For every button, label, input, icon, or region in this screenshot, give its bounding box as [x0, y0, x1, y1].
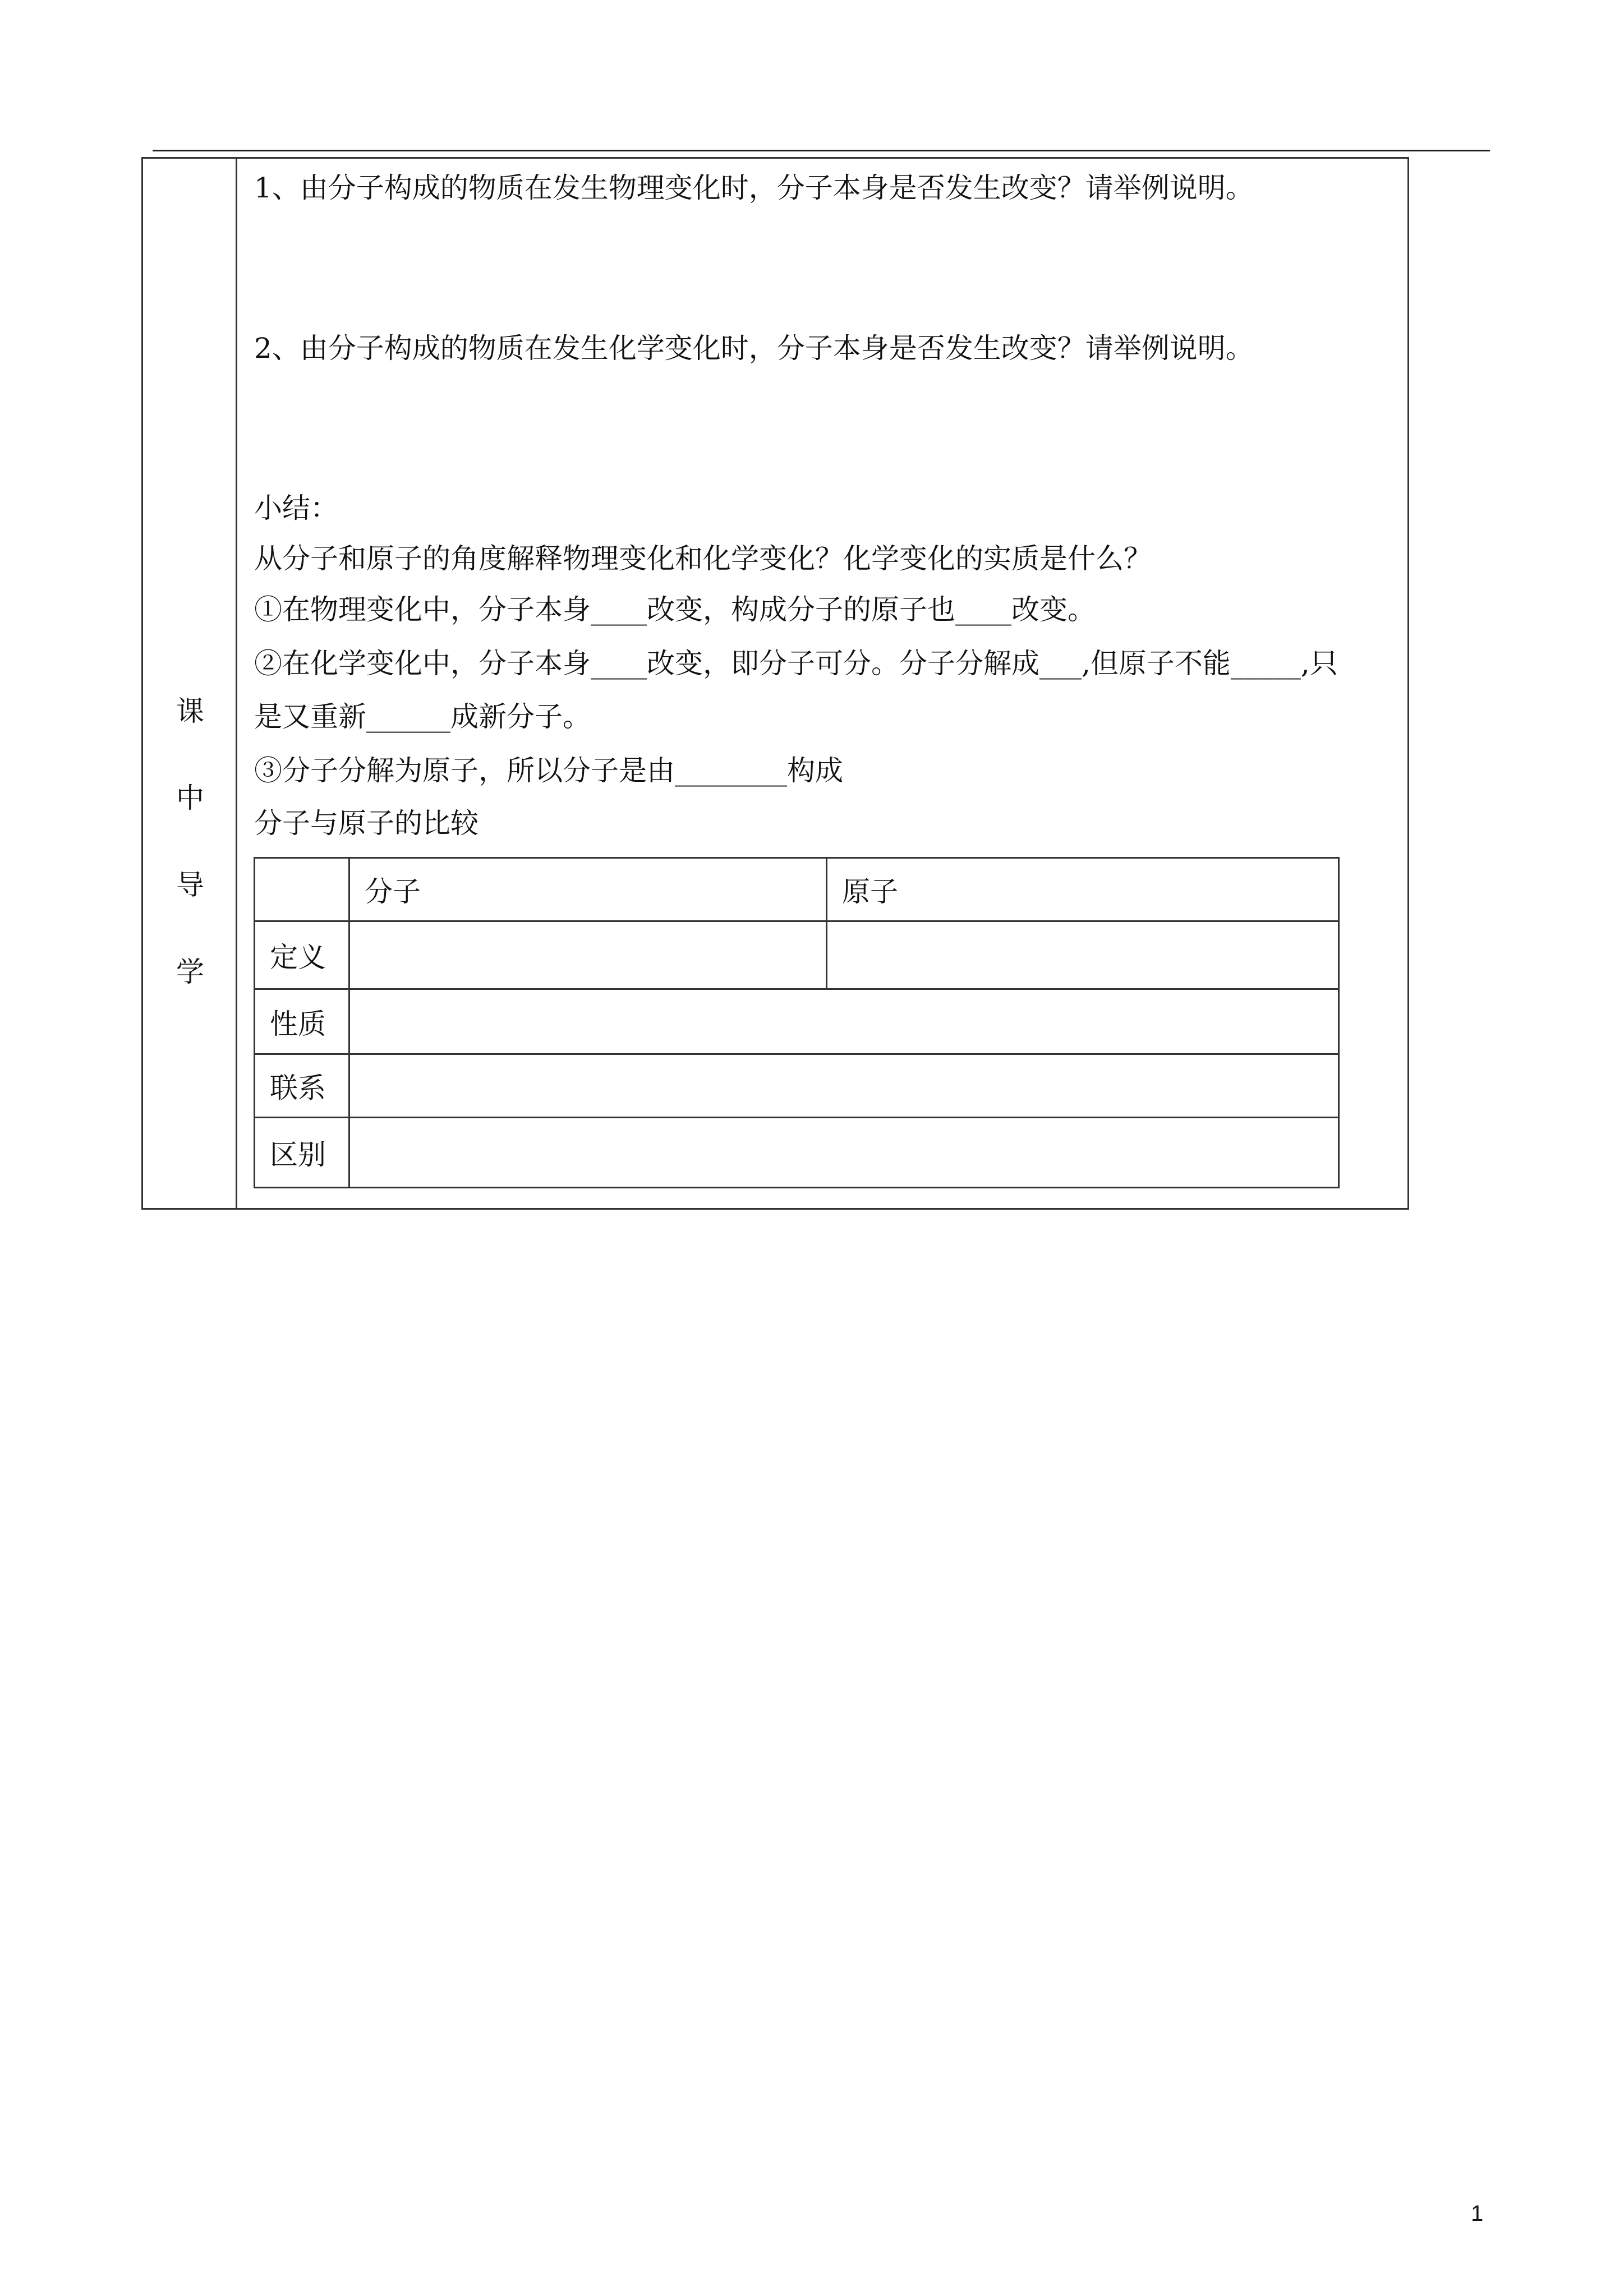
connection-cell[interactable]: [349, 1054, 1339, 1118]
table-row: [255, 858, 1339, 921]
definition-atom-cell[interactable]: [827, 921, 1339, 989]
table-row: [255, 1118, 1339, 1188]
side-label-char: 中: [176, 782, 204, 814]
summary-item-3: ③分子分解为原子，所以分子是由________构成: [254, 754, 843, 787]
header-rule: [153, 150, 1490, 151]
page-number: 1: [1471, 2201, 1484, 2226]
summary-item-1: ①在物理变化中，分子本身____改变，构成分子的原子也____改变。: [254, 593, 1096, 626]
row-label-definition: 定义: [255, 921, 349, 989]
side-label-column: [143, 159, 237, 1208]
side-label-char: 课: [176, 695, 204, 727]
corner-cell: [255, 858, 349, 921]
side-label-char: 导: [176, 869, 204, 901]
summary-item-2-cont: 是又重新______成新分子。: [254, 700, 591, 733]
question-1: 1、由分子构成的物质在发生物理变化时，分子本身是否发生改变？请举例说明。: [254, 172, 1254, 204]
question-2: 2、由分子构成的物质在发生化学变化时，分子本身是否发生改变？请举例说明。: [254, 332, 1254, 365]
properties-cell[interactable]: [349, 989, 1339, 1054]
definition-molecule-cell[interactable]: [349, 921, 827, 989]
summary-prompt: 从分子和原子的角度解释物理变化和化学变化？化学变化的实质是什么？: [254, 542, 1152, 575]
difference-cell[interactable]: [349, 1118, 1339, 1188]
column-header-molecule: 分子: [349, 858, 827, 921]
comparison-table: [254, 857, 1340, 1188]
table-row: [255, 1054, 1339, 1118]
row-label-properties: 性质: [255, 989, 349, 1054]
row-label-connection: 联系: [255, 1054, 349, 1118]
summary-heading: 小结：: [254, 492, 338, 524]
column-header-atom: 原子: [827, 858, 1339, 921]
row-label-difference: 区别: [255, 1118, 349, 1188]
summary-item-2: ②在化学变化中，分子本身____改变，即分子可分。分子分解成___,但原子不能_____,只: [254, 647, 1338, 680]
table-row: [255, 989, 1339, 1054]
side-label-char: 学: [176, 956, 204, 988]
table-row: [255, 921, 1339, 989]
comparison-title: 分子与原子的比较: [254, 807, 479, 840]
